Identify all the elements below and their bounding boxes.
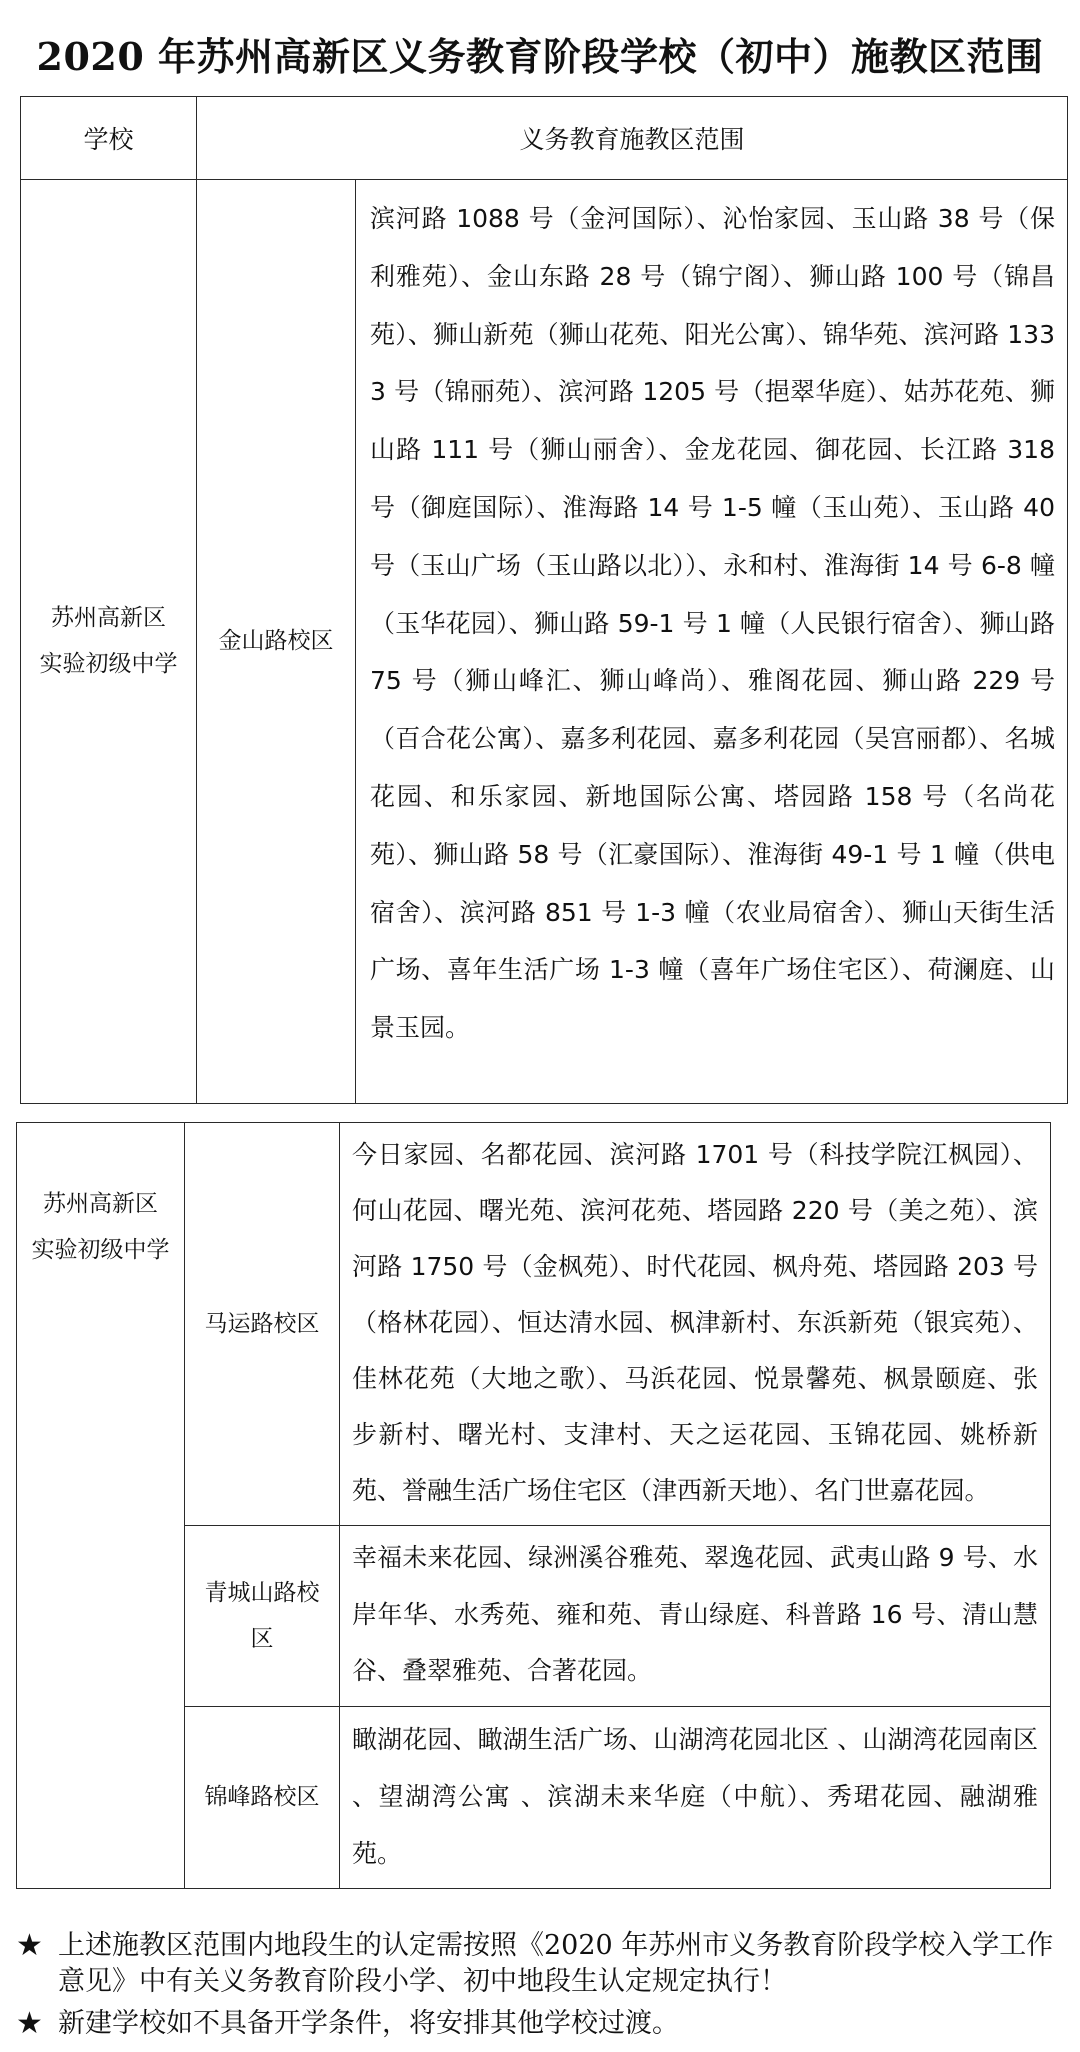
campus-range: 今日家园、名都花园、滨河路 1701 号（科技学院江枫园）、何山花园、曙光苑、滨河花苑、塔园路 220 号（美之苑）、滨河路 1750 号（金枫苑）、时代花园、枫舟苑、塔园路 203 号（格林花园）、恒达清水园、枫津新村、东浜新苑（银宾苑）、佳林花苑（大地之歌）、马浜花园、悦景馨苑、枫景颐庭、张步新村、曙光村、支津村、天之运花园、玉锦花园、姚桥新苑、誉融生活广场住宅区（津西新天地）、名门世嘉花园。 bbox=[340, 1123, 1051, 1526]
campus-name: 锦峰路校区 bbox=[185, 1706, 340, 1888]
catchment-table-part-1 bbox=[20, 96, 1068, 1104]
footnote-2 bbox=[16, 2006, 1056, 2042]
page-title: 2020 年苏州高新区义务教育阶段学校（初中）施教区范围 bbox=[36, 34, 1044, 79]
school-name-line2: 实验初级中学 bbox=[39, 651, 178, 678]
header-school: 学校 bbox=[21, 97, 197, 180]
catchment-table-part-2 bbox=[16, 1122, 1051, 1889]
campus-range: 滨河路 1088 号（金河国际）、沁怡家园、玉山路 38 号（保利雅苑）、金山东路 28 号（锦宁阁）、狮山路 100 号（锦昌苑）、狮山新苑（狮山花苑、阳光公寓）、锦华苑、滨河路 1333 号（锦丽苑）、滨河路 1205 号（挹翠华庭）、姑苏花苑、狮山路 111 号（狮山丽舍）、金龙花园、御花园、长江路 318 号（御庭国际）、淮海路 14 号 1-5 幢（玉山苑）、玉山路 40 号（玉山广场（玉山路以北））、永和村、淮海街 14 号 6-8 幢（玉华花园）、狮山路 59-1 号 1 幢（人民银行宿舍）、狮山路 75 号（狮山峰汇、狮山峰尚）、雅阁花园、狮山路 229 号（百合花公寓）、嘉多利花园、嘉多利花园（吴宫丽都）、名城花园、和乐家园、新地国际公寓、塔园路 158 号（名尚花苑）、狮山路 58 号（汇豪国际）、淮海街 49-1 号 1 幢（供电宿舍）、滨河路 851 号 1-3 幢（农业局宿舍）、狮山天街生活广场、喜年生活广场 1-3 幢（喜年广场住宅区）、荷澜庭、山景玉园。 bbox=[356, 180, 1068, 1104]
star-icon: ★ bbox=[16, 1928, 43, 1963]
campus-range: 瞰湖花园、瞰湖生活广场、山湖湾花园北区 、山湖湾花园南区 、望湖湾公寓 、滨湖未来华庭（中航）、秀珺花园、融湖雅苑。 bbox=[340, 1706, 1051, 1888]
campus-name: 马运路校区 bbox=[185, 1123, 340, 1526]
star-icon: ★ bbox=[16, 2006, 43, 2041]
footnote-text: 新建学校如不具备开学条件，将安排其他学校过渡。 bbox=[58, 2008, 679, 2039]
table-header-row bbox=[21, 97, 1068, 180]
campus-name: 青城山路校区 bbox=[185, 1526, 340, 1707]
campus-name: 金山路校区 bbox=[197, 180, 356, 1104]
header-range: 义务教育施教区范围 bbox=[197, 97, 1068, 180]
footnote-text: 上述施教区范围内地段生的认定需按照《2020 年苏州市义务教育阶段学校入学工作意见》中有关义务教育阶段小学、初中地段生认定规定执行！ bbox=[58, 1930, 1054, 1997]
school-name-cell bbox=[21, 180, 197, 1104]
footnote-1 bbox=[16, 1928, 1056, 2000]
school-name-cell bbox=[17, 1123, 185, 1889]
campus-range: 幸福未来花园、绿洲溪谷雅苑、翠逸花园、武夷山路 9 号、水岸年华、水秀苑、雍和苑、青山绿庭、科普路 16 号、清山慧谷、叠翠雅苑、合著花园。 bbox=[340, 1526, 1051, 1707]
table-row bbox=[21, 180, 1068, 1104]
school-name-line2: 实验初级中学 bbox=[31, 1237, 170, 1263]
school-name-line1: 苏州高新区 bbox=[43, 1191, 158, 1217]
school-name-line1: 苏州高新区 bbox=[51, 605, 166, 632]
table-row bbox=[17, 1123, 1051, 1526]
